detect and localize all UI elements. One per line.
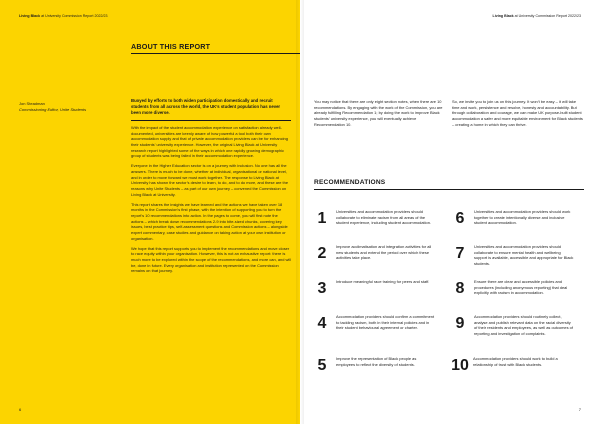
page-number-left: 6 — [19, 407, 22, 412]
recommendation-number: 6 — [455, 210, 465, 227]
section-title: ABOUT THIS REPORT — [131, 42, 211, 51]
recommendation-number: 3 — [317, 280, 327, 297]
running-head-left: Living Black at University Commission Report 2022/23 — [19, 14, 108, 18]
lead-rule — [131, 120, 291, 121]
body-paragraph: Everyone in the Higher Education sector is on a journey with inclusion. No one has all the answers. There is much to be done, whether at individual, organisational or national level, and in order to move forward we must work together. The response to Living Black at University has shown the sector’s desire to learn, to do, and to do more, and these are the reasons why Unite Students – as part of our own journey – convened the Commission on Living Black at University. — [131, 163, 289, 197]
recommendations-title: RECOMMENDATIONS — [314, 179, 386, 186]
recommendation-number: 7 — [455, 245, 465, 262]
recommendation-item — [452, 209, 574, 227]
page-gutter — [296, 0, 304, 424]
recommendation-text: Introduce meaningful race training for peers and staff. — [336, 279, 430, 284]
recommendation-number: 2 — [317, 245, 327, 262]
recommendation-number: 10 — [451, 357, 469, 374]
recommendation-text: Accommodation providers should work to build a relationship of trust with Black students. — [473, 356, 558, 367]
recommendations-rule — [314, 189, 584, 190]
recommendation-text: Ensure there are clear and accessible policies and procedures (including anonymous reporting) that deal explicitly with racism in accommodation. — [474, 279, 568, 296]
recommendation-text: Improve acclimatisation and integration activities for all new students and extend the period over which these activities take place. — [336, 244, 432, 261]
body-column-2 — [314, 99, 445, 132]
author-name: Jon Steadman — [19, 101, 45, 106]
running-head-right: Living Black at University Commission Report 2022/23 — [492, 14, 581, 18]
recommendation-item — [314, 356, 436, 374]
recommendation-item — [314, 209, 436, 227]
recommendation-item — [314, 279, 436, 297]
body-paragraph: We hope that this report supports you to implement the recommendations and move closer to race equity within your organisation. However, this is not an exhaustive report: there is much more to be explored within the scope of the recommendations, and more can, and will be, done in future. Every organisation and institution represented on the Commission remains on that journey. — [131, 245, 291, 274]
body-paragraph: So, we invite you to join us on this journey. It won’t be easy – it will take time and work, persistence and resolve, honesty and accountability. But through collaboration and courage, we can make UK purpose-built student accommodation a safer and more equitable environment for Black students – creating a home in which they can thrive. — [452, 99, 583, 127]
author-credit — [19, 101, 86, 112]
recommendation-number: 8 — [455, 280, 465, 297]
recommendation-text: Accommodation providers should routinely collect, analyse and publish relevant data on the racial diversity of their residents and employees, as well as outcomes of reporting and investigation of complaints. — [474, 314, 573, 336]
author-role: Commissioning Editor, Unite Students — [19, 106, 87, 112]
lead-paragraph: Buoyed by efforts to both widen participation domestically and recruit students from all across the world, the UK’s student population has never been more diverse. — [131, 98, 281, 115]
recommendation-item — [451, 356, 573, 374]
recommendation-item — [314, 314, 436, 332]
recommendation-text: Improve the representation of Black people as employees to reflect the diversity of students. — [336, 356, 417, 367]
recommendation-item — [452, 244, 574, 266]
page-number-right: 7 — [578, 407, 581, 412]
body-paragraph: With the impact of the student accommodation experience on satisfaction already well-documented, universities are keenly aware of how powerful a tool both their own accommodation supply and that of private accommodation providers can be for enhancing their students’ university experience. However, the original Living Black at University research report highlighted some of the ways in which one rapidly growing demographic group of students was being failed in their accommodation experience. — [131, 125, 288, 159]
recommendation-item — [452, 314, 574, 336]
recommendation-number: 1 — [317, 210, 327, 227]
body-paragraph: You may notice that there are only eight section notes, when there are 10 recommendations. By engaging with the work of the Commission, you are already fulfilling Recommendation 1; by doing the work to improve Black students’ university experience, you will eventually achieve Recommendation 10. — [314, 99, 443, 127]
recommendation-number: 9 — [455, 315, 465, 332]
recommendation-text: Accommodation providers should confirm a commitment to tackling racism, both in their internal policies and in their student behavioural agreement or charter. — [336, 314, 435, 331]
recommendation-number: 4 — [317, 315, 327, 332]
recommendation-number: 5 — [317, 357, 327, 374]
recommendation-text: Universities and accommodation providers should collaborate to eliminate racism from all areas of the student experience, including student accommodation. — [336, 209, 431, 226]
body-column-3 — [452, 99, 584, 132]
recommendation-item — [452, 279, 574, 297]
body-paragraph: This report shares the insights we have learned and the actions we have taken over 18 months in the Commission’s first phase, with the intention of supporting you to turn the report’s 10 recommendations into action. In the pages to come, you will first note the actions – which break down recommendations 2-9 into bite-sized chunks, covering key issues, best practice tips, self-assessment questions and Commission actions – alongside expert commentary, case studies and guidance on taking action at your own institution or organisation. — [131, 201, 288, 241]
recommendation-item — [314, 244, 436, 262]
body-column-1 — [131, 98, 291, 278]
section-rule — [131, 53, 300, 54]
recommendation-text: Universities and accommodation providers should collaborate to ensure mental health and wellbeing support is available, accessible and appropriate for Black students. — [474, 244, 574, 266]
recommendation-text: Universities and accommodation providers should work together to create intentionally diverse and inclusive student accommodation. — [474, 209, 571, 226]
